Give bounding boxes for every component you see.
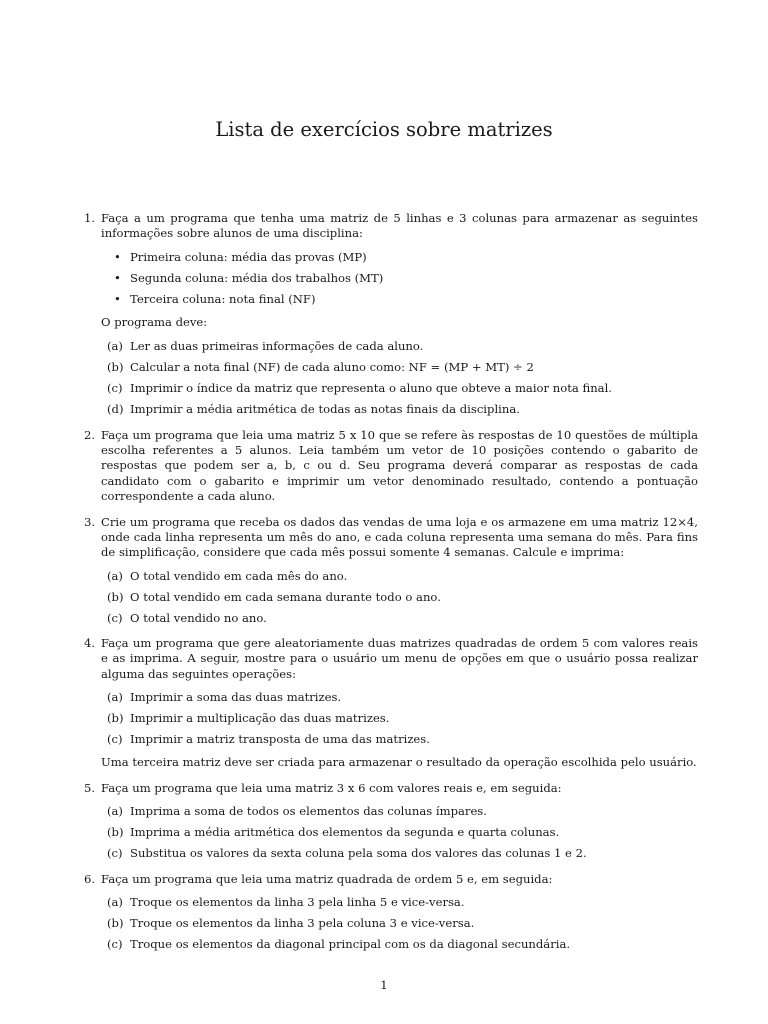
- subitem-text: O total vendido no ano.: [130, 610, 267, 625]
- subitem-text: Imprima a soma de todos os elementos das colunas ímpares.: [130, 804, 487, 819]
- subitem-label: (a): [107, 339, 123, 354]
- subitem-text: Calcular a nota final (NF) de cada aluno como: NF = (MP + MT) ÷ 2: [130, 360, 534, 375]
- subitem: [107, 825, 698, 840]
- subitem-label: (b): [107, 915, 124, 930]
- subitem-label: (c): [107, 846, 123, 861]
- document-title: Lista de exercícios sobre matrizes: [215, 118, 553, 141]
- exercise-item-5: [84, 781, 698, 862]
- subitem-label: (a): [107, 894, 123, 909]
- exercise-list: [84, 211, 698, 952]
- bullet-text: Primeira coluna: média das provas (MP): [130, 249, 367, 264]
- subitem: [107, 569, 698, 584]
- subitem: [107, 937, 698, 952]
- exercise-number: 5.: [84, 780, 96, 795]
- bullet-list: [101, 250, 698, 307]
- exercise-paragraph: O programa deve:: [101, 315, 208, 330]
- subitem: [107, 339, 698, 354]
- subitem-label: (c): [107, 936, 123, 951]
- subitem-list: [101, 895, 698, 952]
- subitem-text: Ler as duas primeiras informações de cada aluno.: [130, 339, 424, 354]
- subitem-list: [101, 569, 698, 626]
- subitem-text: Imprimir o índice da matriz que representa o aluno que obteve a maior nota final.: [130, 381, 612, 396]
- subitem-label: (c): [107, 610, 123, 625]
- subitem-text: Imprimir a matriz transposta de uma das matrizes.: [130, 732, 430, 747]
- exercise-number: 4.: [84, 636, 96, 651]
- bullet-icon: •: [114, 291, 121, 306]
- subitem: [107, 732, 698, 747]
- subitem-text: Troque os elementos da diagonal principal com os da diagonal secundária.: [130, 936, 571, 951]
- subitem-text: O total vendido em cada semana durante todo o ano.: [130, 589, 441, 604]
- subitem: [107, 895, 698, 910]
- subitem-label: (c): [107, 732, 123, 747]
- exercise-item-6: [84, 872, 698, 953]
- subitem-label: (b): [107, 711, 124, 726]
- subitem-text: O total vendido em cada mês do ano.: [130, 568, 348, 583]
- subitem-label: (d): [107, 402, 124, 417]
- subitem-list: [101, 690, 698, 747]
- exercise-item-2: [84, 428, 698, 505]
- subitem: [107, 611, 698, 626]
- bullet-text: Terceira coluna: nota final (NF): [130, 291, 316, 306]
- subitem-text: Imprimir a multiplicação das duas matrizes.: [130, 711, 390, 726]
- subitem: [107, 916, 698, 931]
- exercise-text: Faça um programa que leia uma matriz 3 x 6 com valores reais e, em seguida:: [101, 780, 562, 795]
- bullet-text: Segunda coluna: média dos trabalhos (MT): [130, 270, 384, 285]
- subitem-text: Troque os elementos da linha 3 pela linha 5 e vice-versa.: [130, 894, 465, 909]
- subitem: [107, 381, 698, 396]
- subitem-text: Substitua os valores da sexta coluna pela soma dos valores das colunas 1 e 2.: [130, 846, 587, 861]
- subitem-text: Troque os elementos da linha 3 pela coluna 3 e vice-versa.: [130, 915, 475, 930]
- exercise-text: Faça um programa que gere aleatoriamente duas matrizes quadradas de ordem 5 com valores reais e as imprima. A seguir, mostre para o usuário um menu de opções em que o usuário possa realizar alguma das seguintes operações:: [101, 636, 698, 681]
- subitem-label: (b): [107, 589, 124, 604]
- subitem-text: Imprima a média aritmética dos elementos da segunda e quarta colunas.: [130, 825, 560, 840]
- subitem: [107, 711, 698, 726]
- subitem: [107, 402, 698, 417]
- subitem: [107, 360, 698, 375]
- bullet-item: [114, 292, 698, 307]
- exercise-item-4: [84, 636, 698, 771]
- bullet-item: [114, 271, 698, 286]
- subitem-text: Imprimir a soma das duas matrizes.: [130, 690, 342, 705]
- subitem: [107, 804, 698, 819]
- subitem: [107, 846, 698, 861]
- exercise-list-container: [84, 211, 698, 962]
- bullet-icon: •: [114, 270, 121, 285]
- subitem-label: (a): [107, 568, 123, 583]
- subitem-text: Imprimir a média aritmética de todas as notas finais da disciplina.: [130, 402, 520, 417]
- subitem-label: (a): [107, 804, 123, 819]
- exercise-number: 2.: [84, 427, 96, 442]
- exercise-number: 1.: [84, 211, 96, 225]
- exercise-item-3: [84, 515, 698, 626]
- exercise-text: Faça um programa que leia uma matriz quadrada de ordem 5 e, em seguida:: [101, 871, 553, 886]
- subitem-list: [101, 339, 698, 417]
- subitem-label: (b): [107, 360, 124, 375]
- page-number: 1: [380, 978, 388, 992]
- subitem-list: [101, 804, 698, 861]
- exercise-text: Faça a um programa que tenha uma matriz de 5 linhas e 3 colunas para armazenar as seguintes informações sobre alunos de uma disciplina:: [101, 211, 698, 241]
- bullet-item: [114, 250, 698, 265]
- subitem-label: (b): [107, 825, 124, 840]
- exercise-paragraph: Uma terceira matriz deve ser criada para armazenar o resultado da operação escolhida pelo usuário.: [101, 755, 697, 770]
- exercise-number: 3.: [84, 514, 96, 529]
- bullet-icon: •: [114, 249, 121, 264]
- exercise-number: 6.: [84, 871, 96, 886]
- exercise-text: Crie um programa que receba os dados das vendas de uma loja e os armazene em uma matriz 12×4, onde cada linha representa um mês do ano, e cada coluna representa uma semana do mês. Para fins de simplificação, considere que cada mês possui somente 4 semanas. Calcule e imprima:: [101, 514, 698, 560]
- subitem: [107, 590, 698, 605]
- exercise-text: Faça um programa que leia uma matriz 5 x 10 que se refere às respostas de 10 questões de múltipla escolha referentes a 5 alunos. Leia também um vetor de 10 posições contendo o gabarito de respostas que podem ser a, b, c ou d. Seu programa deverá comparar as respostas de cada candidato com o gabarito e imprimir um vetor denominado resultado, contendo a pontuação correspondente a cada aluno.: [101, 427, 698, 504]
- subitem-label: (a): [107, 690, 123, 705]
- exercise-item-1: [84, 211, 698, 418]
- subitem-label: (c): [107, 381, 123, 396]
- subitem: [107, 690, 698, 705]
